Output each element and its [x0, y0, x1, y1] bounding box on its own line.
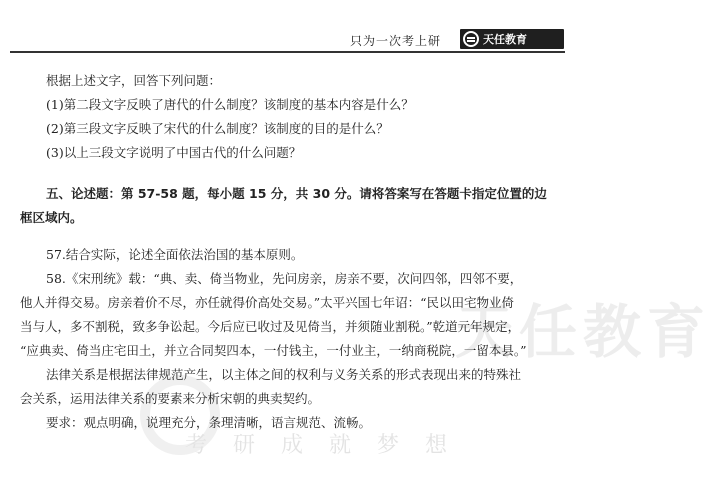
- question-58-line-4: “应典卖、倚当庄宅田土，并立合同契四本，一付钱主，一付业主，一纳商税院，一留本县。”: [20, 343, 527, 358]
- watermark-slogan: 考研成就梦想: [185, 433, 474, 458]
- section-title-line-2: 框区域内。: [20, 210, 83, 225]
- header-slogan: 只为一次考上研: [350, 34, 442, 48]
- header-divider: [10, 51, 565, 53]
- question-58-line-6: 会关系，运用法律关系的要素来分析宋朝的典卖契约。: [20, 391, 321, 406]
- watermark-brand: 天任教育: [455, 298, 711, 366]
- brand-logo-text: 天任教育: [483, 33, 527, 46]
- question-58-line-5: 法律关系是根据法律规范产生，以主体之间的权利与义务关系的形式表现出来的特殊社: [46, 367, 522, 382]
- question-58-requirements: 要求：观点明确，说理充分，条理清晰，语言规范、流畅。: [46, 415, 372, 430]
- question-2: (2)第三段文字反映了宋代的什么制度？该制度的目的是什么？: [46, 121, 389, 136]
- question-57: 57.结合实际，论述全面依法治国的基本原则。: [46, 247, 304, 262]
- question-58-line-2: 他人并得交易。房亲着价不尽，亦任就得价高处交易。”太平兴国七年诏：“民以田宅物业倚: [20, 295, 515, 310]
- question-3: (3)以上三段文字说明了中国古代的什么问题？: [46, 145, 302, 160]
- page-header: [0, 0, 575, 52]
- section-title-line-1: 五、论述题：第 57-58 题，每小题 15 分，共 30 分。请将答案写在答题卡指定位置的边: [46, 186, 547, 201]
- question-1: (1)第二段文字反映了唐代的什么制度？该制度的基本内容是什么？: [46, 97, 414, 112]
- question-58-line-1: 58.《宋刑统》载：“典、卖、倚当物业，先问房亲，房亲不要，次问四邻，四邻不要，: [46, 271, 523, 286]
- questions-intro: 根据上述文字，回答下列问题：: [46, 73, 222, 88]
- brand-emblem-icon: [463, 31, 479, 47]
- brand-logo: [460, 29, 564, 49]
- question-58-line-3: 当与人，多不割税，致多争讼起。今后应已收过及见倚当，并须随业割税。”乾道元年规定，: [20, 319, 521, 334]
